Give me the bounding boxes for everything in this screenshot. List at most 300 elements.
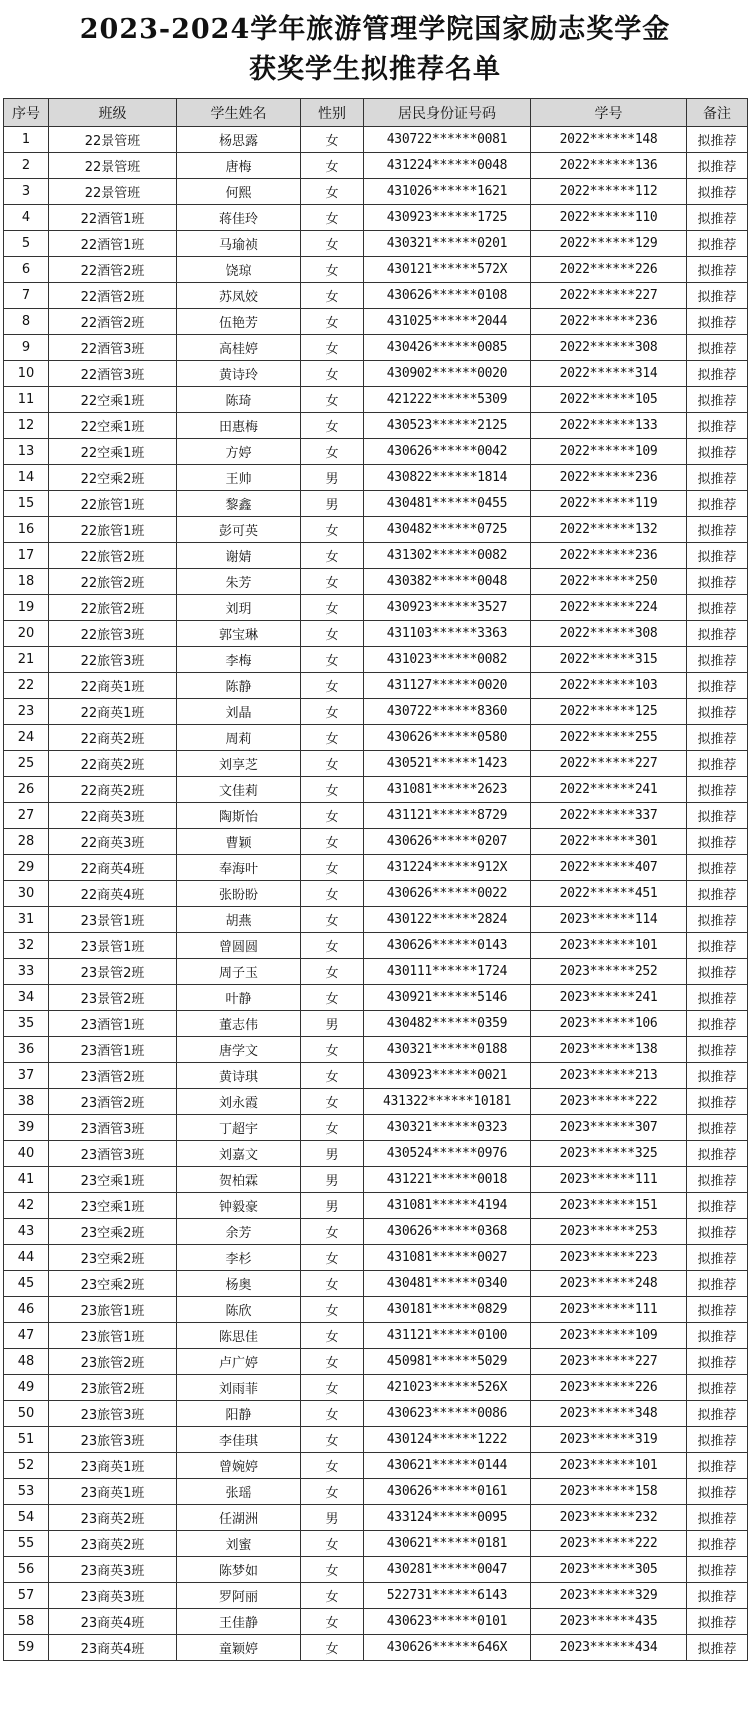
id-number-cell: 430121******572X [364, 257, 531, 283]
id-number-cell: 430621******0144 [364, 1453, 531, 1479]
index-cell: 24 [4, 725, 49, 751]
table-row [4, 1271, 748, 1297]
student-name-cell: 童颖婷 [177, 1635, 301, 1661]
table-row [4, 1531, 748, 1557]
id-number-cell: 431322******10181 [364, 1089, 531, 1115]
gender-cell: 女 [301, 1089, 364, 1115]
student-number-cell: 2022******119 [531, 491, 687, 517]
id-number-cell: 430426******0085 [364, 335, 531, 361]
student-name-cell: 钟毅豪 [177, 1193, 301, 1219]
gender-cell: 女 [301, 595, 364, 621]
remark-cell: 拟推荐 [687, 517, 748, 543]
remark-cell: 拟推荐 [687, 751, 748, 777]
id-number-cell: 421222******5309 [364, 387, 531, 413]
student-number-cell: 2023******151 [531, 1193, 687, 1219]
student-number-cell: 2022******224 [531, 595, 687, 621]
student-name-cell: 刘嘉文 [177, 1141, 301, 1167]
id-number-cell: 430521******1423 [364, 751, 531, 777]
student-name-cell: 郭宝琳 [177, 621, 301, 647]
index-cell: 34 [4, 985, 49, 1011]
remark-cell: 拟推荐 [687, 881, 748, 907]
student-name-cell: 黄诗玲 [177, 361, 301, 387]
student-name-cell: 黎鑫 [177, 491, 301, 517]
student-number-cell: 2022******148 [531, 127, 687, 153]
index-cell: 57 [4, 1583, 49, 1609]
student-name-cell: 杨思露 [177, 127, 301, 153]
student-name-cell: 李杉 [177, 1245, 301, 1271]
gender-cell: 女 [301, 1375, 364, 1401]
student-name-cell: 饶琼 [177, 257, 301, 283]
index-cell: 15 [4, 491, 49, 517]
remark-cell: 拟推荐 [687, 491, 748, 517]
remark-cell: 拟推荐 [687, 257, 748, 283]
student-name-cell: 刘晶 [177, 699, 301, 725]
student-number-cell: 2022******315 [531, 647, 687, 673]
index-cell: 18 [4, 569, 49, 595]
student-number-cell: 2022******236 [531, 543, 687, 569]
table-row [4, 569, 748, 595]
class-cell: 23旅管1班 [49, 1297, 177, 1323]
remark-cell: 拟推荐 [687, 699, 748, 725]
remark-cell: 拟推荐 [687, 543, 748, 569]
table-row [4, 387, 748, 413]
gender-cell: 女 [301, 1115, 364, 1141]
student-number-cell: 2022******236 [531, 465, 687, 491]
gender-cell: 女 [301, 1037, 364, 1063]
gender-cell: 女 [301, 1531, 364, 1557]
class-cell: 23商英3班 [49, 1557, 177, 1583]
index-cell: 38 [4, 1089, 49, 1115]
index-cell: 17 [4, 543, 49, 569]
gender-cell: 女 [301, 673, 364, 699]
index-cell: 58 [4, 1609, 49, 1635]
class-cell: 23空乘2班 [49, 1271, 177, 1297]
remark-cell: 拟推荐 [687, 1115, 748, 1141]
remark-cell: 拟推荐 [687, 1219, 748, 1245]
gender-cell: 女 [301, 1219, 364, 1245]
index-cell: 53 [4, 1479, 49, 1505]
class-cell: 22空乘1班 [49, 439, 177, 465]
student-name-cell: 方婷 [177, 439, 301, 465]
student-number-cell: 2022******308 [531, 621, 687, 647]
remark-cell: 拟推荐 [687, 1271, 748, 1297]
remark-cell: 拟推荐 [687, 647, 748, 673]
remark-cell: 拟推荐 [687, 569, 748, 595]
id-number-cell: 430902******0020 [364, 361, 531, 387]
table-row [4, 647, 748, 673]
table-row [4, 1115, 748, 1141]
student-number-cell: 2023******305 [531, 1557, 687, 1583]
student-name-cell: 丁超宇 [177, 1115, 301, 1141]
header-id-number: 居民身份证号码 [364, 99, 531, 127]
id-number-cell: 430626******646X [364, 1635, 531, 1661]
student-number-cell: 2023******223 [531, 1245, 687, 1271]
remark-cell: 拟推荐 [687, 1141, 748, 1167]
student-name-cell: 胡燕 [177, 907, 301, 933]
remark-cell: 拟推荐 [687, 1167, 748, 1193]
student-name-cell: 刘享芝 [177, 751, 301, 777]
gender-cell: 女 [301, 1245, 364, 1271]
gender-cell: 女 [301, 231, 364, 257]
class-cell: 23景管2班 [49, 959, 177, 985]
remark-cell: 拟推荐 [687, 1245, 748, 1271]
table-row [4, 413, 748, 439]
id-number-cell: 430482******0359 [364, 1011, 531, 1037]
gender-cell: 女 [301, 361, 364, 387]
index-cell: 54 [4, 1505, 49, 1531]
student-name-cell: 李梅 [177, 647, 301, 673]
index-cell: 2 [4, 153, 49, 179]
index-cell: 49 [4, 1375, 49, 1401]
index-cell: 25 [4, 751, 49, 777]
table-row [4, 153, 748, 179]
gender-cell: 女 [301, 127, 364, 153]
class-cell: 23景管2班 [49, 985, 177, 1011]
id-number-cell: 450981******5029 [364, 1349, 531, 1375]
table-row [4, 1089, 748, 1115]
gender-cell: 女 [301, 413, 364, 439]
index-cell: 33 [4, 959, 49, 985]
gender-cell: 女 [301, 1271, 364, 1297]
remark-cell: 拟推荐 [687, 1479, 748, 1505]
student-number-cell: 2022******407 [531, 855, 687, 881]
id-number-cell: 430626******0207 [364, 829, 531, 855]
index-cell: 50 [4, 1401, 49, 1427]
student-name-cell: 王帅 [177, 465, 301, 491]
student-name-cell: 叶静 [177, 985, 301, 1011]
class-cell: 23旅管3班 [49, 1427, 177, 1453]
student-name-cell: 奉海叶 [177, 855, 301, 881]
table-row [4, 1635, 748, 1661]
index-cell: 1 [4, 127, 49, 153]
table-row [4, 1037, 748, 1063]
id-number-cell: 431025******2044 [364, 309, 531, 335]
id-number-cell: 430481******0455 [364, 491, 531, 517]
index-cell: 55 [4, 1531, 49, 1557]
gender-cell: 女 [301, 1609, 364, 1635]
table-row [4, 1557, 748, 1583]
id-number-cell: 430523******2125 [364, 413, 531, 439]
student-name-cell: 王佳静 [177, 1609, 301, 1635]
gender-cell: 男 [301, 1167, 364, 1193]
gender-cell: 女 [301, 777, 364, 803]
student-name-cell: 陶斯怡 [177, 803, 301, 829]
table-row [4, 543, 748, 569]
student-name-cell: 陈欣 [177, 1297, 301, 1323]
index-cell: 27 [4, 803, 49, 829]
gender-cell: 女 [301, 1453, 364, 1479]
student-name-cell: 黄诗琪 [177, 1063, 301, 1089]
student-name-cell: 高桂婷 [177, 335, 301, 361]
id-number-cell: 430623******0101 [364, 1609, 531, 1635]
student-name-cell: 陈琦 [177, 387, 301, 413]
gender-cell: 女 [301, 855, 364, 881]
gender-cell: 女 [301, 621, 364, 647]
student-name-cell: 贺柏霖 [177, 1167, 301, 1193]
gender-cell: 女 [301, 543, 364, 569]
gender-cell: 女 [301, 647, 364, 673]
student-name-cell: 张盼盼 [177, 881, 301, 907]
remark-cell: 拟推荐 [687, 959, 748, 985]
remark-cell: 拟推荐 [687, 465, 748, 491]
id-number-cell: 430626******0368 [364, 1219, 531, 1245]
index-cell: 19 [4, 595, 49, 621]
student-number-cell: 2023******109 [531, 1323, 687, 1349]
remark-cell: 拟推荐 [687, 1011, 748, 1037]
class-cell: 23空乘2班 [49, 1245, 177, 1271]
class-cell: 23商英4班 [49, 1609, 177, 1635]
student-name-cell: 周莉 [177, 725, 301, 751]
student-number-cell: 2023******319 [531, 1427, 687, 1453]
id-number-cell: 430481******0340 [364, 1271, 531, 1297]
index-cell: 44 [4, 1245, 49, 1271]
remark-cell: 拟推荐 [687, 1557, 748, 1583]
gender-cell: 女 [301, 803, 364, 829]
student-name-cell: 李佳琪 [177, 1427, 301, 1453]
gender-cell: 女 [301, 309, 364, 335]
id-number-cell: 421023******526X [364, 1375, 531, 1401]
table-row [4, 777, 748, 803]
student-number-cell: 2022******227 [531, 751, 687, 777]
remark-cell: 拟推荐 [687, 907, 748, 933]
class-cell: 23旅管2班 [49, 1375, 177, 1401]
student-name-cell: 何熙 [177, 179, 301, 205]
table-row [4, 517, 748, 543]
class-cell: 22旅管2班 [49, 543, 177, 569]
student-name-cell: 刘永霞 [177, 1089, 301, 1115]
remark-cell: 拟推荐 [687, 127, 748, 153]
id-number-cell: 431121******0100 [364, 1323, 531, 1349]
index-cell: 45 [4, 1271, 49, 1297]
student-name-cell: 田惠梅 [177, 413, 301, 439]
student-name-cell: 文佳莉 [177, 777, 301, 803]
index-cell: 30 [4, 881, 49, 907]
title-line-1: 2023-2024学年旅游管理学院国家励志奖学金 [79, 14, 671, 45]
class-cell: 22商英2班 [49, 777, 177, 803]
index-cell: 51 [4, 1427, 49, 1453]
class-cell: 23空乘2班 [49, 1219, 177, 1245]
gender-cell: 女 [301, 1583, 364, 1609]
index-cell: 14 [4, 465, 49, 491]
table-row [4, 1245, 748, 1271]
class-cell: 22旅管3班 [49, 647, 177, 673]
table-row [4, 595, 748, 621]
student-name-cell: 伍艳芳 [177, 309, 301, 335]
class-cell: 23旅管3班 [49, 1401, 177, 1427]
gender-cell: 女 [301, 153, 364, 179]
student-number-cell: 2023******329 [531, 1583, 687, 1609]
id-number-cell: 430626******0042 [364, 439, 531, 465]
index-cell: 40 [4, 1141, 49, 1167]
student-name-cell: 阳静 [177, 1401, 301, 1427]
gender-cell: 女 [301, 179, 364, 205]
class-cell: 22商英2班 [49, 725, 177, 751]
id-number-cell: 430321******0323 [364, 1115, 531, 1141]
table-row [4, 309, 748, 335]
remark-cell: 拟推荐 [687, 1193, 748, 1219]
index-cell: 5 [4, 231, 49, 257]
title-line-2: 获奖学生拟推荐名单 [249, 54, 501, 85]
remark-cell: 拟推荐 [687, 1427, 748, 1453]
index-cell: 16 [4, 517, 49, 543]
table-row [4, 1167, 748, 1193]
remark-cell: 拟推荐 [687, 933, 748, 959]
index-cell: 29 [4, 855, 49, 881]
class-cell: 23景管1班 [49, 907, 177, 933]
index-cell: 28 [4, 829, 49, 855]
table-row [4, 1141, 748, 1167]
student-name-cell: 曾圆圆 [177, 933, 301, 959]
id-number-cell: 430321******0188 [364, 1037, 531, 1063]
index-cell: 59 [4, 1635, 49, 1661]
id-number-cell: 430124******1222 [364, 1427, 531, 1453]
student-number-cell: 2022******109 [531, 439, 687, 465]
student-number-cell: 2023******222 [531, 1089, 687, 1115]
class-cell: 22旅管2班 [49, 595, 177, 621]
student-number-cell: 2023******226 [531, 1375, 687, 1401]
gender-cell: 女 [301, 205, 364, 231]
table-row [4, 1193, 748, 1219]
student-number-cell: 2023******213 [531, 1063, 687, 1089]
remark-cell: 拟推荐 [687, 803, 748, 829]
id-number-cell: 431121******8729 [364, 803, 531, 829]
class-cell: 23空乘1班 [49, 1167, 177, 1193]
student-number-cell: 2023******227 [531, 1349, 687, 1375]
id-number-cell: 430281******0047 [364, 1557, 531, 1583]
gender-cell: 女 [301, 751, 364, 777]
student-number-cell: 2022******308 [531, 335, 687, 361]
id-number-cell: 430181******0829 [364, 1297, 531, 1323]
student-name-cell: 刘玥 [177, 595, 301, 621]
remark-cell: 拟推荐 [687, 1505, 748, 1531]
document-title [0, 0, 750, 96]
class-cell: 22商英4班 [49, 881, 177, 907]
class-cell: 22酒管1班 [49, 205, 177, 231]
gender-cell: 女 [301, 1401, 364, 1427]
student-number-cell: 2023******111 [531, 1297, 687, 1323]
class-cell: 23商英3班 [49, 1583, 177, 1609]
class-cell: 23酒管3班 [49, 1141, 177, 1167]
id-number-cell: 430722******0081 [364, 127, 531, 153]
class-cell: 22空乘1班 [49, 387, 177, 413]
table-row [4, 127, 748, 153]
id-number-cell: 430626******0108 [364, 283, 531, 309]
table-row [4, 1427, 748, 1453]
remark-cell: 拟推荐 [687, 283, 748, 309]
id-number-cell: 430524******0976 [364, 1141, 531, 1167]
table-row [4, 829, 748, 855]
table-row [4, 283, 748, 309]
class-cell: 22旅管2班 [49, 569, 177, 595]
id-number-cell: 431026******1621 [364, 179, 531, 205]
index-cell: 48 [4, 1349, 49, 1375]
id-number-cell: 430626******0161 [364, 1479, 531, 1505]
index-cell: 46 [4, 1297, 49, 1323]
table-row [4, 1609, 748, 1635]
remark-cell: 拟推荐 [687, 1531, 748, 1557]
table-row [4, 1349, 748, 1375]
gender-cell: 女 [301, 1349, 364, 1375]
gender-cell: 女 [301, 933, 364, 959]
student-number-cell: 2022******255 [531, 725, 687, 751]
index-cell: 6 [4, 257, 49, 283]
class-cell: 22旅管1班 [49, 491, 177, 517]
gender-cell: 女 [301, 257, 364, 283]
remark-cell: 拟推荐 [687, 413, 748, 439]
id-number-cell: 430626******0143 [364, 933, 531, 959]
table-body [4, 127, 748, 1661]
remark-cell: 拟推荐 [687, 855, 748, 881]
student-number-cell: 2023******232 [531, 1505, 687, 1531]
index-cell: 11 [4, 387, 49, 413]
id-number-cell: 431127******0020 [364, 673, 531, 699]
student-number-cell: 2022******110 [531, 205, 687, 231]
id-number-cell: 430111******1724 [364, 959, 531, 985]
gender-cell: 女 [301, 881, 364, 907]
table-row [4, 465, 748, 491]
remark-cell: 拟推荐 [687, 1609, 748, 1635]
student-name-cell: 朱芳 [177, 569, 301, 595]
index-cell: 3 [4, 179, 49, 205]
class-cell: 22景管班 [49, 127, 177, 153]
student-name-cell: 唐学文 [177, 1037, 301, 1063]
gender-cell: 女 [301, 1557, 364, 1583]
table-row [4, 673, 748, 699]
id-number-cell: 430122******2824 [364, 907, 531, 933]
student-number-cell: 2022******241 [531, 777, 687, 803]
id-number-cell: 430482******0725 [364, 517, 531, 543]
gender-cell: 男 [301, 1011, 364, 1037]
id-number-cell: 431224******912X [364, 855, 531, 881]
student-number-cell: 2023******348 [531, 1401, 687, 1427]
table-row [4, 621, 748, 647]
id-number-cell: 430923******3527 [364, 595, 531, 621]
student-number-cell: 2022******133 [531, 413, 687, 439]
class-cell: 23酒管1班 [49, 1037, 177, 1063]
student-name-cell: 周子玉 [177, 959, 301, 985]
remark-cell: 拟推荐 [687, 361, 748, 387]
class-cell: 23商英1班 [49, 1479, 177, 1505]
table-header-row [4, 99, 748, 127]
remark-cell: 拟推荐 [687, 179, 748, 205]
student-name-cell: 蒋佳玲 [177, 205, 301, 231]
id-number-cell: 430722******8360 [364, 699, 531, 725]
index-cell: 42 [4, 1193, 49, 1219]
student-name-cell: 曾婉婷 [177, 1453, 301, 1479]
table-row [4, 1297, 748, 1323]
student-number-cell: 2022******451 [531, 881, 687, 907]
remark-cell: 拟推荐 [687, 1583, 748, 1609]
class-cell: 23商英2班 [49, 1505, 177, 1531]
remark-cell: 拟推荐 [687, 829, 748, 855]
class-cell: 22酒管2班 [49, 309, 177, 335]
gender-cell: 女 [301, 985, 364, 1011]
table-row [4, 361, 748, 387]
class-cell: 23空乘1班 [49, 1193, 177, 1219]
index-cell: 13 [4, 439, 49, 465]
header-gender: 性别 [301, 99, 364, 127]
class-cell: 22商英2班 [49, 751, 177, 777]
student-number-cell: 2023******138 [531, 1037, 687, 1063]
gender-cell: 女 [301, 699, 364, 725]
class-cell: 22空乘2班 [49, 465, 177, 491]
student-number-cell: 2022******103 [531, 673, 687, 699]
table-row [4, 179, 748, 205]
table-row [4, 439, 748, 465]
student-number-cell: 2022******314 [531, 361, 687, 387]
remark-cell: 拟推荐 [687, 231, 748, 257]
remark-cell: 拟推荐 [687, 1635, 748, 1661]
